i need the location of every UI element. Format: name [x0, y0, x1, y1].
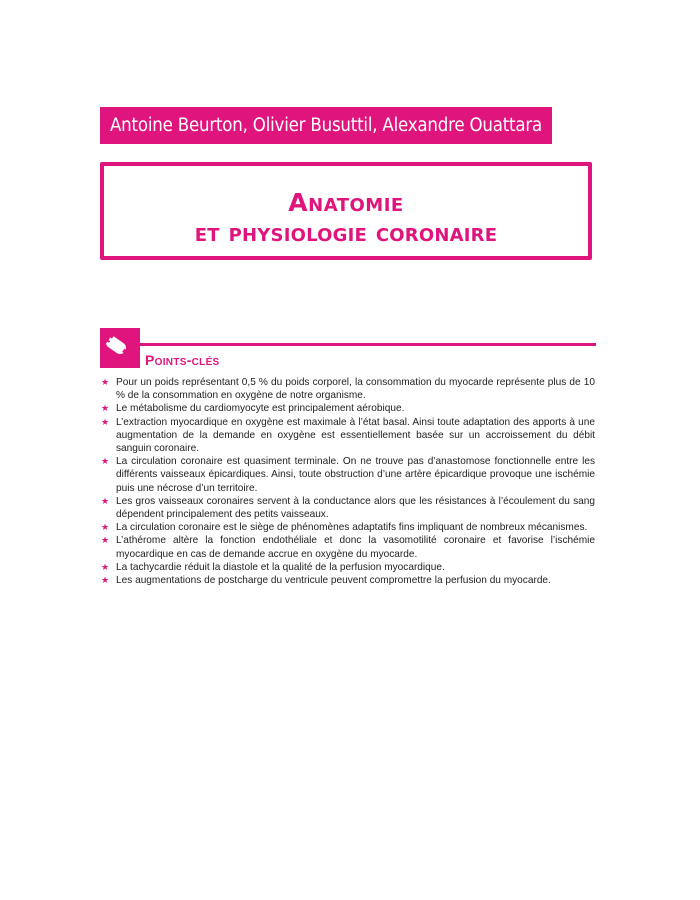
- star-bullet-icon: ★: [101, 403, 110, 414]
- star-bullet-icon: ★: [101, 535, 110, 546]
- chapter-title-line1: Anatomie: [288, 188, 404, 217]
- star-bullet-icon: ★: [101, 522, 110, 533]
- list-item: ★ Les gros vaisseaux coronaires servent à la conductance alors que les résistances à l’écoulement du sang dépendent principalement des petits vaisseaux.: [101, 495, 595, 521]
- star-bullet-icon: ★: [101, 561, 110, 572]
- list-item: ★ L’athérome altère la fonction endothéliale et donc la vasomotilité coronaire et favorise l’ischémie myocardique en cas de demande accrue en oxygène du myocarde.: [101, 535, 595, 560]
- list-item: ★ Le métabolisme du cardiomyocyte est principalement aérobique.: [101, 403, 405, 415]
- star-bullet-icon: ★: [101, 377, 110, 387]
- star-bullet-icon: ★: [101, 456, 110, 467]
- key-points-rule: [140, 343, 596, 346]
- authors-banner: Antoine Beurton, Olivier Busuttil, Alexandre Ouattara: [100, 107, 552, 144]
- star-bullet-icon: ★: [101, 575, 110, 586]
- list-item: ★ Les augmentations de postcharge du ventricule peuvent compromettre la perfusion du myocarde.: [101, 575, 551, 587]
- chapter-title-line2: et physiologie coronaire: [194, 218, 498, 247]
- star-bullet-icon: ★: [101, 416, 110, 427]
- list-item: ★ La circulation coronaire est le siège de phénomènes adaptatifs fins impliquant de nombreux mécanismes.: [101, 522, 588, 534]
- chapter-title-box: [100, 162, 592, 260]
- list-item: ★ La circulation coronaire est quasiment terminale. On ne trouve pas d’anastomose fonctionnelle entre les différents vaisseaux épicardiques. Ainsi, toute obstruction d’une artère épicardique provoque une ischémie puis une nécrose d’un territoire.: [101, 456, 595, 494]
- list-item: ★ La tachycardie réduit la diastole et la qualité de la perfusion myocardique.: [101, 561, 445, 573]
- key-icon: [100, 328, 140, 368]
- list-item: ★ Pour un poids représentant 0,5 % du poids corporel, la consommation du myocarde représente plus de 10 % de la consommation en oxygène de notre organisme.: [101, 377, 595, 402]
- list-item: ★ L’extraction myocardique en oxygène est maximale à l’état basal. Ainsi toute adaptation des apports à une augmentation de la demande en oxygène est essentiellement basée sur un accroissement du débit sanguin coronaire.: [101, 416, 595, 455]
- key-points-list: [100, 376, 595, 587]
- star-bullet-icon: ★: [101, 495, 110, 506]
- key-points-heading: Points-clés: [145, 352, 220, 368]
